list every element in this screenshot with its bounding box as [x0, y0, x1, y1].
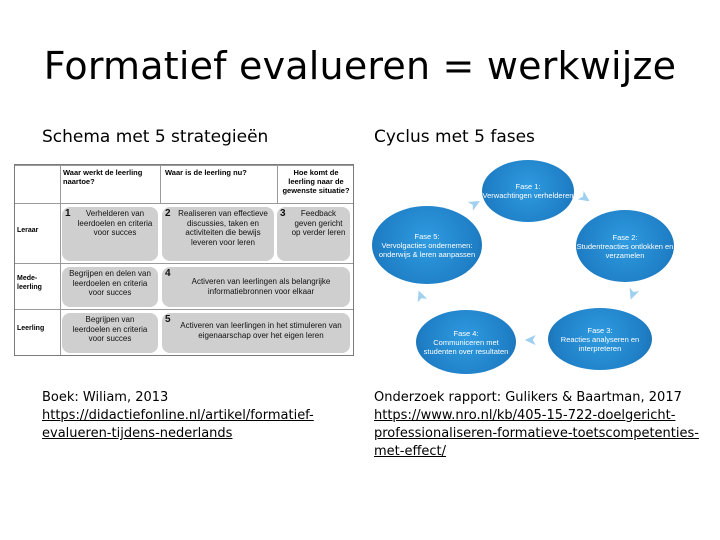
- strategy-text: Activeren van leerlingen als belangrijke informatiebronnen voor elkaar: [191, 277, 331, 296]
- cycle-arrow-icon: ➤: [409, 286, 432, 306]
- phase-text: Reacties analyseren en interpreteren: [560, 334, 640, 353]
- phase-text: Verwachtingen verhelderen: [482, 191, 574, 200]
- phase-name: Fase 2:: [612, 232, 638, 242]
- strategy-text: Realiseren van effectieve discussies, taken en activiteiten die bewijs leveren voor leren: [178, 209, 268, 247]
- strategy-cell: [62, 207, 158, 261]
- right-reference: [374, 389, 709, 461]
- strategy-text: Feedback geven gericht op verder leren: [291, 209, 346, 237]
- phase-name: Fase 3:: [587, 325, 613, 335]
- left-heading: Schema met 5 strategieën: [42, 127, 269, 147]
- right-reference-link[interactable]: https://www.nro.nl/kb/405-15-722-doelgericht-professionaliseren-formatieve-toetscompetenties-met-effect/: [374, 408, 699, 459]
- schema-row-leerling: [15, 309, 353, 356]
- phase-5-bubble: [372, 206, 482, 284]
- row-label: Leraar: [17, 227, 39, 234]
- schema-col-header: Hoe komt de leerling naar de gewenste situatie?: [282, 168, 350, 195]
- strategy-number: 3: [280, 208, 286, 219]
- right-source: Onderzoek rapport: Gulikers & Baartman, 2017: [374, 390, 682, 405]
- schema-row-leraar: [15, 203, 353, 264]
- cycle-arrow-icon: ➤: [574, 185, 596, 210]
- strategy-text: Activeren van leerlingen in het stimuleren van eigenaarschap over het eigen leren: [180, 321, 342, 340]
- schema-header-row: [15, 165, 353, 204]
- strategy-number: 1: [65, 208, 71, 219]
- cycle-arrow-icon: ➤: [463, 191, 486, 216]
- strategy-cell: [62, 313, 158, 353]
- left-source: Boek: Wiliam, 2013: [42, 390, 169, 405]
- phase-text: Communiceren met studenten over resultaten: [423, 337, 509, 356]
- left-reference: [42, 389, 342, 443]
- slide-title: Formatief evalueren = werkwijze: [43, 44, 677, 88]
- schema-col-header: Waar werkt de leerling naartoe?: [63, 168, 143, 186]
- strategy-cell: [277, 207, 350, 261]
- strategy-number: 2: [165, 208, 171, 219]
- phase-4-bubble: [416, 310, 516, 374]
- cycle-arrow-icon: ➤: [524, 331, 538, 350]
- strategy-cell: [162, 207, 274, 261]
- strategy-number: 5: [165, 314, 171, 325]
- right-heading: Cyclus met 5 fases: [374, 127, 535, 147]
- phase-text: Studentreacties ontlokken en verzamelen: [576, 241, 674, 260]
- row-label: Leerling: [17, 325, 45, 332]
- strategy-text: Begrijpen en delen van leerdoelen en criteria voor succes: [69, 269, 151, 297]
- phase-1-bubble: [482, 160, 574, 222]
- strategy-cell: [162, 313, 350, 353]
- phase-2-bubble: [576, 210, 674, 282]
- strategy-text: Verhelderen van leerdoelen en criteria voor succes: [77, 209, 153, 237]
- schema-col-header: Waar is de leerling nu?: [165, 168, 247, 177]
- phase-text: Vervolgacties ondernemen: onderwijs & leren aanpassen: [378, 240, 476, 259]
- strategy-text: Begrijpen van leerdoelen en criteria voor succes: [72, 315, 148, 343]
- row-label: Mede-leerling: [17, 275, 42, 291]
- strategy-cell: [162, 267, 350, 307]
- schema-row-medeleerling: [15, 263, 353, 310]
- phase-name: Fase 4:: [453, 328, 479, 338]
- strategy-number: 4: [165, 268, 171, 279]
- strategy-cell: [62, 267, 158, 307]
- phase-cycle: [372, 160, 706, 375]
- phase-name: Fase 5:: [414, 231, 440, 241]
- cycle-arrow-icon: ➤: [621, 284, 645, 304]
- left-reference-link[interactable]: https://didactiefonline.nl/artikel/formatief-evalueren-tijdens-nederlands: [42, 408, 314, 441]
- phase-3-bubble: [548, 308, 652, 370]
- strategy-schema: [14, 164, 354, 356]
- phase-name: Fase 1:: [515, 182, 541, 191]
